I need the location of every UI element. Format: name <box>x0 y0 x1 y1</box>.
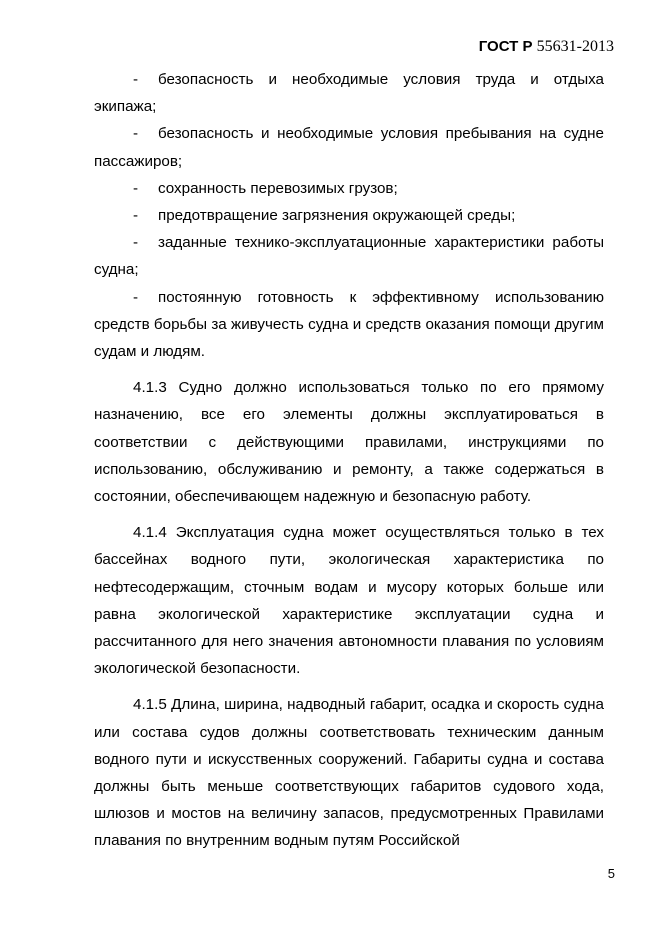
paragraph-4-1-4: 4.1.4 Эксплуатация судна может осуществляться только в тех бассейнах водного пути, экологическая характеристика по нефтесодержащим, сточным водам и мусору которых больше или равна экологической характеристике эксплуатации судна и рассчитанного для него значения автономности плавания по условиям экологической безопасности. <box>94 524 604 678</box>
standard-label: ГОСТ Р <box>478 38 533 55</box>
standard-number: 55631-2013 <box>536 38 614 55</box>
list-dash: - <box>133 125 139 143</box>
list-item-text: безопасность и необходимые условия пребывания на судне пассажиров; <box>94 125 604 170</box>
list-item <box>94 120 604 174</box>
list-item <box>94 175 604 202</box>
list-dash: - <box>133 288 139 306</box>
list-item <box>94 229 604 283</box>
list-item-text: предотвращение загрязнения окружающей среды; <box>158 207 516 225</box>
list-item <box>94 202 604 229</box>
list-dash: - <box>133 71 139 88</box>
page-number: 5 <box>607 866 615 881</box>
document-header <box>479 38 614 56</box>
list-item <box>94 284 604 366</box>
list-dash: - <box>133 179 139 197</box>
document-body <box>94 66 604 855</box>
list-item <box>94 66 604 120</box>
paragraph-4-1-5: 4.1.5 Длина, ширина, надводный габарит, осадка и скорость судна или состава судов должны соответствовать техническим данным водного пути и искусственных сооружений. Габариты судна и состава должны быть меньше соответствующих габаритов судового хода, шлюзов и мостов на величину запасов, предусмотренных Правилами плавания по внутренним водным путям Российской <box>94 696 604 850</box>
list-item-text: сохранность перевозимых грузов; <box>158 179 398 197</box>
list-dash: - <box>133 234 139 252</box>
paragraph-4-1-3: 4.1.3 Судно должно использоваться только по его прямому назначению, все его элементы должны эксплуатироваться в соответствии с действующими правилами, инструкциями по использованию, обслуживанию и ремонту, а также содержаться в состоянии, обеспечивающем надежную и безопасную работу. <box>94 379 604 506</box>
list-item-text: безопасность и необходимые условия труда и отдыха экипажа; <box>94 71 604 116</box>
list-item-text: заданные технико-эксплуатационные характеристики работы судна; <box>94 234 604 279</box>
list-item-text: постоянную готовность к эффективному использованию средств борьбы за живучесть судна и средств оказания помощи другим судам и людям. <box>94 288 604 361</box>
list-dash: - <box>133 207 139 225</box>
